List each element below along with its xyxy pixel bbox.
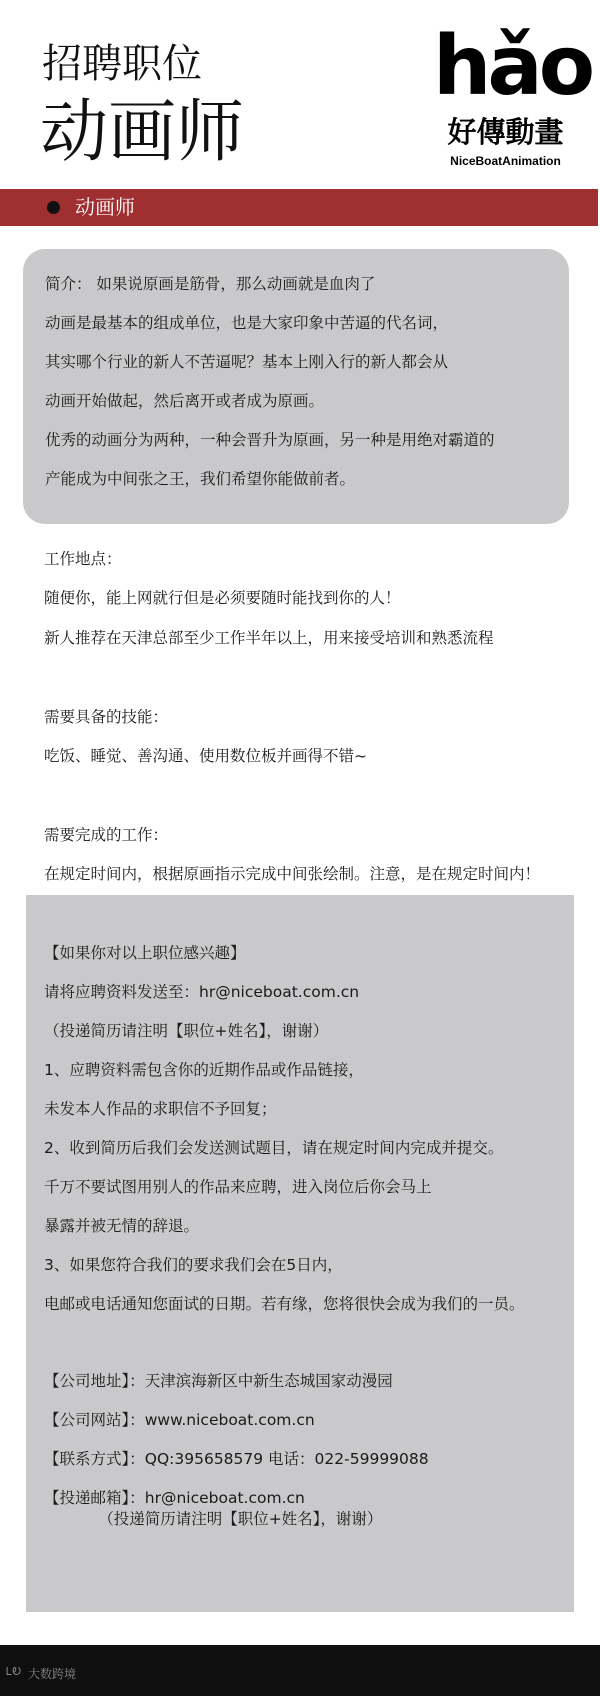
footer-bar	[0, 1645, 600, 1696]
bullet-icon	[47, 201, 60, 214]
logo-chinese-text: 好傳動畫	[447, 115, 564, 149]
page-subtitle: 招聘职位	[42, 41, 202, 87]
apply-line: 2、收到简历后我们会发送测试题目，请在规定时间内完成并提交。	[44, 1139, 504, 1157]
apply-line: 千万不要试图用别人的作品来应聘，进入岗位后你会马上	[44, 1178, 432, 1196]
intro-line: 动画是最基本的组成单位，也是大家印象中苦逼的代名词，	[45, 314, 449, 332]
logo-hao-text: hǎo	[433, 19, 592, 114]
watermark-text: 大数跨境	[28, 1667, 77, 1681]
intro-line: 动画开始做起，然后离开或者成为原画。	[45, 392, 325, 410]
location-line: 新人推荐在天津总部至少工作半年以上，用来接受培训和熟悉流程	[44, 629, 494, 647]
work-line: 在规定时间内，根据原画指示完成中间张绘制。注意，是在规定时间内！	[44, 865, 541, 883]
page-title: 动画师	[40, 93, 245, 172]
intro-panel	[23, 249, 569, 524]
intro-line: 其实哪个行业的新人不苦逼呢？基本上刚入行的新人都会从	[45, 353, 449, 371]
apply-line: 3、如果您符合我们的要求我们会在5日内，	[44, 1256, 343, 1274]
intro-line: 简介： 如果说原画是筋骨，那么动画就是血肉了	[45, 275, 376, 293]
logo-english-text: NiceBoatAnimation	[450, 154, 561, 168]
work-heading: 需要完成的工作：	[44, 826, 169, 844]
location-heading: 工作地点：	[44, 550, 122, 568]
apply-line: 暴露并被无情的辞退。	[44, 1217, 200, 1235]
company-logo	[433, 14, 592, 168]
location-line: 随便你，能上网就行但是必须要随时能找到你的人！	[44, 589, 401, 607]
company-address: 【公司地址】：天津滨海新区中新生态城国家动漫园	[44, 1372, 393, 1390]
apply-line: 1、应聘资料需包含你的近期作品或作品链接，	[44, 1061, 364, 1079]
watermark-logo-icon: ᏞᎧ	[6, 1665, 22, 1678]
intro-line: 产能成为中间张之王，我们希望你能做前者。	[45, 470, 356, 488]
intro-line: 优秀的动画分为两种，一种会晋升为原画，另一种是用绝对霸道的	[45, 431, 495, 449]
company-email-note: （投递简历请注明【职位+姓名】，谢谢）	[44, 1510, 383, 1528]
apply-line: 【如果你对以上职位感兴趣】	[44, 944, 246, 962]
section-header-bar	[0, 189, 598, 226]
skills-line: 吃饭、睡觉、善沟通、使用数位板并画得不错~	[44, 747, 367, 765]
section-label: 动画师	[75, 195, 135, 219]
skills-heading: 需要具备的技能：	[44, 708, 169, 726]
company-contact: 【联系方式】：QQ:395658579 电话：022-59999088	[44, 1450, 429, 1468]
company-email: 【投递邮箱】：hr@niceboat.com.cn	[44, 1489, 305, 1507]
apply-line: 未发本人作品的求职信不予回复；	[44, 1100, 277, 1118]
company-website: 【公司网站】：www.niceboat.com.cn	[44, 1411, 315, 1429]
apply-line: 电邮或电话通知您面试的日期。若有缘，您将很快会成为我们的一员。	[44, 1295, 525, 1313]
apply-line: 请将应聘资料发送至：hr@niceboat.com.cn	[44, 983, 360, 1001]
apply-panel	[26, 895, 574, 1612]
apply-line: （投递简历请注明【职位+姓名】，谢谢）	[44, 1022, 329, 1040]
